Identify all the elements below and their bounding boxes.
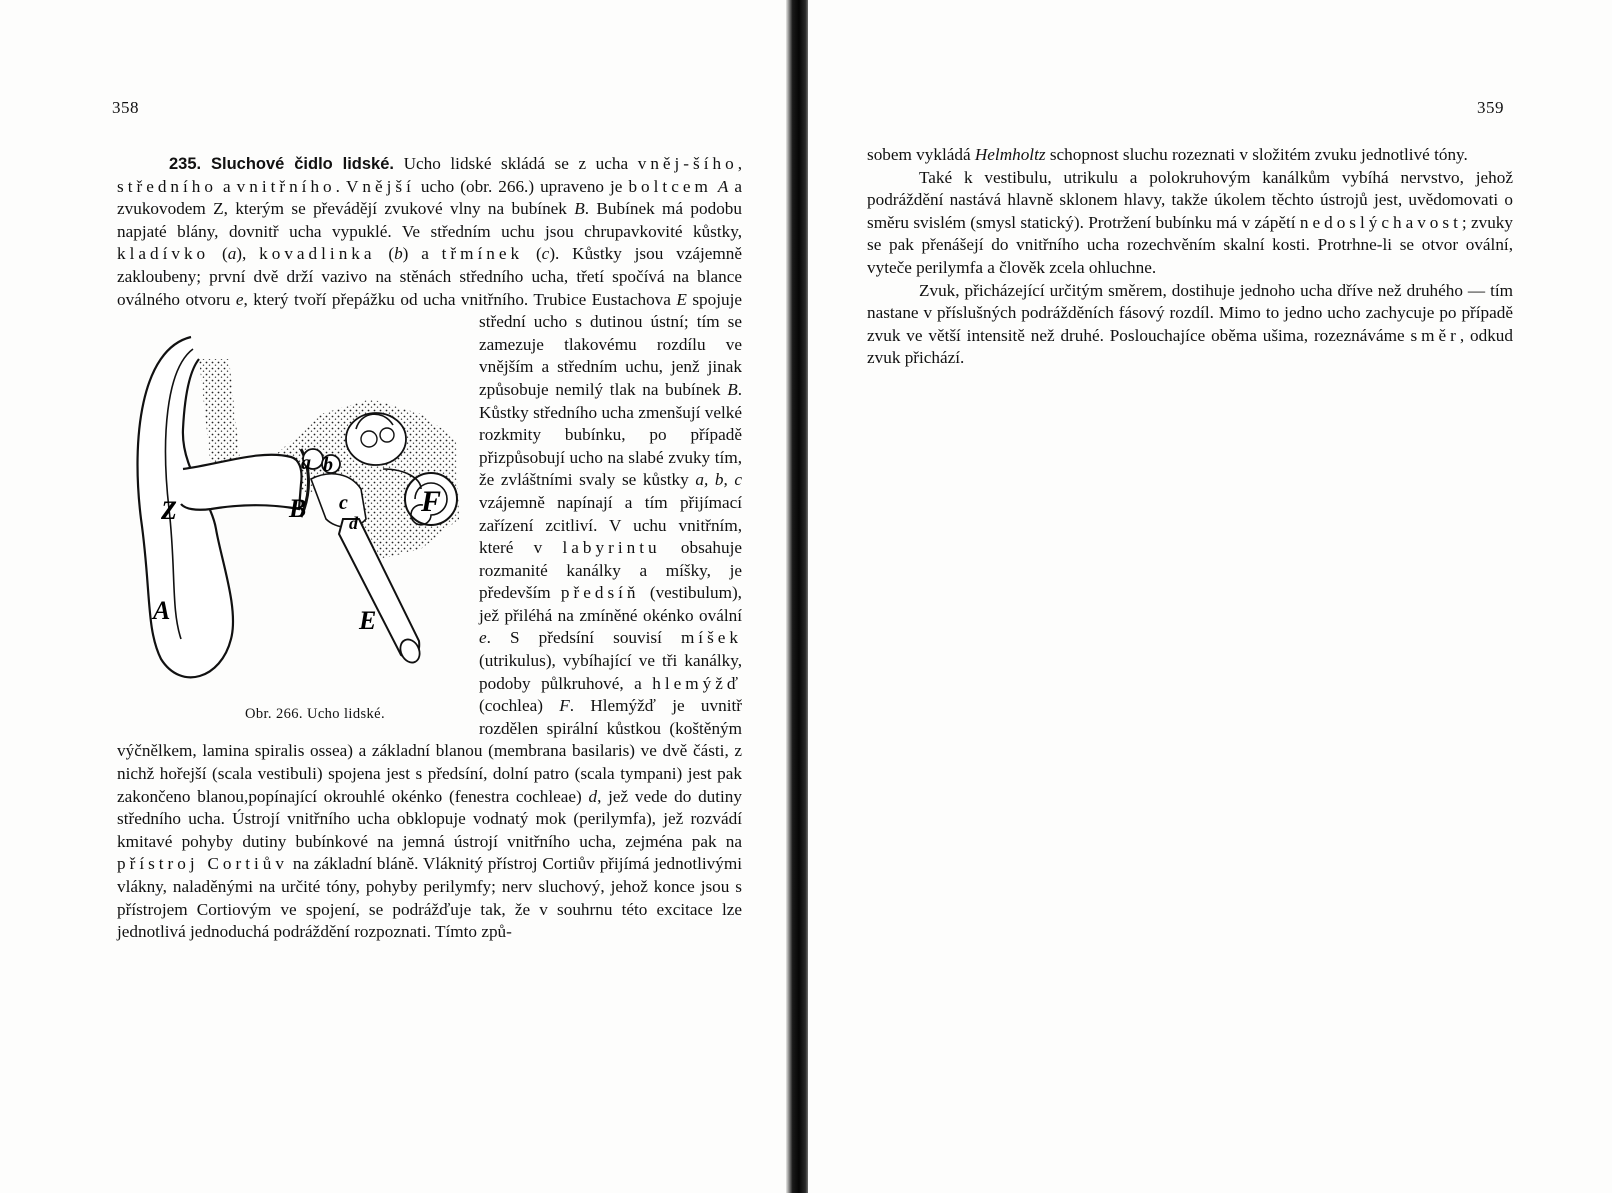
text-run: , bbox=[737, 154, 742, 173]
italic-term: e bbox=[479, 628, 487, 648]
italic-term: B bbox=[574, 199, 585, 219]
vestibule bbox=[346, 413, 406, 465]
italic-term: F bbox=[559, 696, 570, 716]
paragraph-direction bbox=[867, 280, 1513, 370]
spaced-term: vnitřního bbox=[236, 176, 336, 196]
text-run: . Kůstky středního ucha zmenšují velké rozkmity bubínku, po případě přizpůsobují ucho na slabé zvuky tím, že zvláštními svaly se kůstky bbox=[479, 379, 742, 490]
italic-term: E bbox=[676, 289, 687, 309]
text-run: Také k vestibulu, utrikulu a polokruhovým kanálkům vybíhá nervstvo, jehož podráždění nastává hlavně sklonem hlavy, takže úkolem těchto ústrojů jest, uvědomovati o směru svislém (smysl statický). Protržení bubínku má v zápětí bbox=[867, 167, 1513, 232]
italic-term: c bbox=[541, 244, 550, 264]
italic-term: b bbox=[394, 244, 403, 264]
spaced-term: kladívko bbox=[117, 244, 210, 264]
spaced-term: vněj- bbox=[637, 154, 694, 173]
spaced-term: nedoslýchavost bbox=[1299, 212, 1462, 232]
spaced-term: třmínek bbox=[441, 244, 524, 264]
text-run: . bbox=[335, 176, 346, 196]
right-page-text bbox=[867, 144, 1513, 370]
spaced-term: boltcem bbox=[628, 176, 712, 196]
label-A: A bbox=[153, 596, 171, 626]
figure-caption: Obr. 266. Ucho lidské. bbox=[244, 706, 386, 723]
italic-term: d bbox=[588, 786, 598, 806]
spaced-term: šího bbox=[693, 154, 738, 173]
italic-term: a bbox=[227, 244, 237, 264]
text-run: , jež vede do dutiny středního ucha. Ústrojí vnitřního ucha obklopuje vodnatý mok (perilymfa), jež rozvádí kmitavé pohyby dutiny bubínkové na jemná ústrojí vnitřního ucha, zejména pak na bbox=[117, 786, 742, 851]
section-heading: 235. Sluchové čidlo lidské. bbox=[169, 155, 394, 173]
label-E: E bbox=[359, 606, 377, 636]
italic-term: B bbox=[727, 379, 738, 399]
text-run: a bbox=[216, 176, 237, 196]
text-run: ( bbox=[209, 244, 228, 264]
spaced-term: směr bbox=[1410, 325, 1460, 345]
text-run: ), bbox=[236, 244, 260, 264]
text-run: ; zvuky se pak přenášejí do vnitřního ucha rozechvěním skalní kosti. Protrhne-li se otvor ovální, vyteče perilymfa a člověk zcela ohluchne. bbox=[867, 212, 1513, 277]
text-run: ) a bbox=[402, 244, 442, 264]
text-run: Zvuk, přicházející určitým směrem, dostihuje jednoho ucha dříve než druhého — tím nastane v příslušných podrážděních fásový rozdíl. Mimo to jedno ucho zachycuje po případě zvuk ve větší intensitě než druhé. Poslouchajíce oběma ušima, rozeznáváme bbox=[867, 280, 1513, 345]
italic-term: Helmholtz bbox=[974, 145, 1046, 164]
spaced-term: míšek bbox=[680, 628, 742, 648]
spaced-term: Vnější bbox=[345, 176, 415, 196]
text-run: spojuje střední ucho s dutinou ústní; tím se zamezuje tlakovému rozdílu ve vnějším a středním uchu, jenž jinak způsobuje nemilý tlak na bubínek bbox=[479, 289, 742, 399]
text-run: ucho (obr. 266.) upraveno je bbox=[414, 176, 629, 196]
label-d: d bbox=[349, 513, 358, 534]
text-run: na základní bláně. Vláknitý přístroj Cortiův přijímá jednotlivými vlákny, naladěnými na určité tóny, pohyby perilymfy; nerv sluchový, jehož konce jsou s přístrojem Cortiovým ve spojení, se podrážďuje tak, že v souhrnu této excitace lze jednotlivá jednoduchá podráždění rozpoznati. Tímto způ- bbox=[117, 854, 743, 942]
text-run: schopnost sluchu rozeznati v složitém zvuku jednotlivé tóny. bbox=[1045, 145, 1468, 164]
spaced-term: přístroj Cortiův bbox=[117, 854, 288, 874]
text-run: ( bbox=[375, 244, 395, 264]
italic-term: e bbox=[235, 289, 244, 309]
text-run: (utrikulus), vybíhající ve tři kanálky, podoby půlkruhové, a bbox=[479, 651, 742, 693]
spaced-term: středního bbox=[117, 176, 217, 196]
paragraph-continuation bbox=[867, 144, 1513, 167]
spaced-term: hlemýžď bbox=[652, 673, 742, 693]
text-run: . Hlemýžď je uvnitř rozdělen spirální kůstkou (koštěným výčnělkem, lamina spiralis ossea) a základní blanou (membrana basilaris) ve dvě části, z nichž hořejší (scala vestibuli) spojena jest s předsíní, dolní patro (scala tympani) jest pak zakončeno blanou,popínající okrouhlé okénko (fenestra cochleae) bbox=[117, 696, 742, 806]
italic-term: A bbox=[717, 176, 729, 196]
label-Z: Z bbox=[161, 496, 177, 526]
text-run: a zvukovodem Z, kterým se převádějí zvukové vlny na bubínek bbox=[117, 176, 742, 219]
text-run: ( bbox=[523, 244, 542, 264]
label-a: a bbox=[301, 452, 311, 475]
paragraph-vestibule bbox=[867, 167, 1513, 280]
spaced-term: kovadlinka bbox=[259, 244, 376, 264]
paragraph-ear bbox=[117, 153, 742, 944]
label-F: F bbox=[421, 485, 442, 519]
ear-figure bbox=[113, 311, 465, 729]
text-run: Ucho lidské skládá se z ucha bbox=[393, 154, 638, 173]
right-page-number: 359 bbox=[1477, 98, 1504, 117]
ear-canal bbox=[181, 455, 302, 510]
text-run: ). Kůstky jsou vzájemně zakloubeny; první dvě drží vazivo na stěnách středního ucha, třetí spočívá na blance oválného otvoru bbox=[117, 244, 742, 309]
text-run: (vestibulum), jež přiléhá na zmíněné okénko ovální bbox=[479, 583, 742, 625]
right-page bbox=[808, 0, 1612, 1193]
label-B: B bbox=[289, 494, 307, 524]
text-run: , odkud zvuk přichází. bbox=[867, 325, 1513, 368]
label-b: b bbox=[323, 454, 333, 477]
spaced-term: labyrintu bbox=[562, 538, 661, 558]
left-page-number: 358 bbox=[112, 98, 139, 117]
left-page-text bbox=[117, 153, 742, 944]
text-run: , který tvoří přepážku od ucha vnitřního. Trubice Eustachova bbox=[243, 289, 677, 309]
text-run: . Bubínek má podobu napjaté blány, dovnitř ucha vypuklé. Ve středním uchu jsou chrupavkovité kůstky, bbox=[117, 199, 742, 241]
italic-term: a, b, c bbox=[695, 470, 742, 490]
text-run: (cochlea) bbox=[479, 696, 560, 716]
label-c: c bbox=[339, 492, 348, 515]
text-run: . S předsíní souvisí bbox=[486, 628, 681, 648]
spaced-term: předsíň bbox=[560, 583, 640, 603]
left-page bbox=[0, 0, 790, 1193]
text-run: sobem vykládá bbox=[867, 145, 975, 164]
text-run: vzájemně napínají a tím přijímací zařízení zcitliví. V uchu vnitřním, které v bbox=[479, 492, 742, 558]
text-run: obsahuje rozmanité kanálky a míšky, je především bbox=[479, 538, 742, 603]
ear-diagram bbox=[121, 319, 461, 697]
